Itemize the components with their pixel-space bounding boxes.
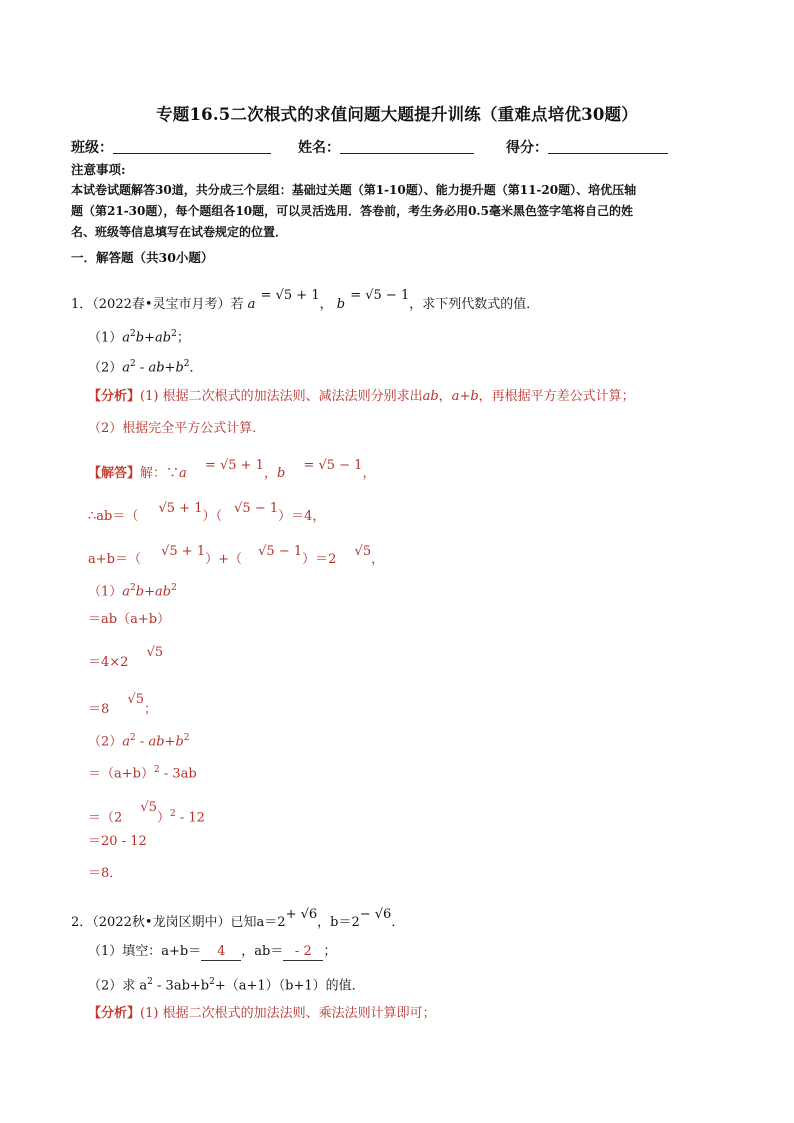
q1-s2-l2-end: - 3ab — [159, 766, 197, 782]
name-label: 姓名： — [298, 140, 340, 156]
q1-analysis-1-mid: ，再根据平方差公式计算； — [478, 389, 635, 404]
class-blank[interactable] — [113, 140, 271, 154]
q2-p1: （1）填空：a+b＝ — [88, 944, 202, 959]
q1-mid1: ）（ — [202, 509, 222, 524]
q1-s2-label: （2） — [88, 734, 123, 750]
q1-analysis: 【分析】(1) 根据二次根式的加法法则、减法法则分别求出ab，a+b，再根据平方差公式计算； — [88, 389, 635, 404]
q2-p2-rest2: +（a+1）（b+1）的值． — [214, 978, 365, 994]
q1-apb-line: a+b＝（ √5 + 1）+（ √5 − 1）＝2 √5， — [88, 544, 385, 567]
q1-s2-l2: ＝（a+b） — [88, 766, 154, 782]
q1-r1: √5 + 1 — [158, 501, 203, 516]
q1-eq-b: = √5 − 1 — [303, 458, 363, 473]
notes-line-2: 题（第21-30题），每个题组各10题，可以灵活选用．答卷前，考生务必用0.5毫米黑色签字笔将自己的姓 — [71, 204, 633, 218]
q1-s2-l3-c: - 12 — [175, 810, 205, 826]
q1-p2-label: （2） — [88, 360, 123, 376]
q1-end1: ）＝4， — [278, 509, 326, 524]
score-label: 得分： — [506, 140, 548, 156]
notes-heading: 注意事项: — [71, 162, 126, 177]
q1-apb-r2: √5 − 1 — [258, 544, 303, 559]
q1-s1-l4-sqrt: √5 — [127, 692, 144, 707]
q1-s1-label: （1） — [88, 584, 123, 600]
q2-analysis-tag: 【分析】 — [88, 1006, 141, 1021]
q1-sep: ， — [319, 297, 333, 312]
q2-answer-2: - 2 — [283, 944, 323, 961]
notes-line-3: 名、班级等信息填写在试卷规定的位置． — [71, 225, 288, 239]
q1-s1-line-4 — [88, 692, 157, 718]
q1-apb-end: ）＝2 — [302, 552, 337, 567]
header-score — [506, 140, 668, 156]
q1-s1-line-3 — [88, 645, 164, 671]
q1-s1-l4: ＝8 — [88, 702, 110, 717]
q1-ab-line — [88, 501, 326, 525]
score-blank[interactable] — [548, 140, 668, 154]
q2-analysis — [88, 1006, 436, 1022]
notes-line-1: 本试卷试题解答30道，共分成三个层组：基础过关题（第1-10题）、能力提升题（第11-20题）、培优压轴 — [71, 183, 637, 197]
q2-a-sup: + √6 — [285, 907, 318, 922]
q2-a-pre: a＝2 — [256, 915, 286, 930]
q1-s2-l3-sqrt: √5 — [140, 800, 157, 816]
header-class — [71, 140, 271, 156]
q1-stem — [71, 288, 540, 313]
q1-s2-head: $(2)a^2 - ab+b^2$ — [88, 733, 190, 750]
q1-s1-l3-sqrt: √5 — [146, 645, 164, 660]
q2-b-pre: ，b＝2 — [317, 915, 360, 930]
q1-apb-sqrt5: √5 — [354, 544, 372, 559]
q1-analysis-2: （2）根据完全平方公式计算． — [88, 421, 266, 436]
q2-p2-rest: - 3ab+b — [152, 978, 210, 994]
q1-s2-line-5: ＝8． — [88, 866, 123, 881]
q1-solution-tag: 【解答】 — [88, 466, 141, 481]
q1-s2-l3-a: ＝（2 — [88, 810, 123, 826]
q1-var-b: b — [336, 297, 346, 312]
q1-apb-mid: ）+（ — [205, 552, 242, 567]
q2-end: ． — [391, 915, 405, 930]
q1-eq-a: = √5 + 1 — [204, 458, 264, 473]
q2-prefix: 2．（2022秋•龙岗区期中）已知 — [71, 915, 257, 930]
q2-part-1 — [88, 944, 336, 961]
q1-var-a: a — [247, 297, 256, 312]
q1-s2-line-4: ＝20 - 12 — [88, 834, 147, 849]
class-label: 班级： — [71, 140, 113, 156]
q1-p1-label: （1） — [88, 330, 123, 346]
q2-analysis-1: (1) 根据二次根式的加法法则、乘法法则计算即可； — [140, 1006, 436, 1021]
q2-p2: （2）求 a — [88, 978, 148, 994]
q1-apb-eq: a+b＝（ — [88, 552, 141, 567]
page-title: 专题16.5二次根式的求值问题大题提升训练（重难点培优30题） — [156, 105, 638, 124]
q1-part-2: $(2)a^2 - ab+b^2$． — [88, 359, 203, 376]
header-name — [298, 140, 474, 156]
q1-solution-pre: 解：∵ — [140, 466, 180, 481]
q1-part-1: $(1)a^2b+ab^2$； — [88, 329, 190, 346]
q1-b-expr: = √5 − 1 — [350, 288, 410, 303]
q1-analysis-tag: 【分析】 — [88, 389, 141, 404]
q1-s1-l3: ＝4×2 — [88, 655, 129, 670]
q1-a-expr: = √5 + 1 — [260, 288, 320, 303]
q1-s1-head: $(1)a^2b+ab^2$ — [88, 583, 177, 600]
q2-p1-mid: ，ab＝ — [241, 944, 284, 959]
q1-suffix: ，求下列代数式的值． — [409, 297, 540, 312]
q1-s1-line-2: ＝ab（a+b） — [88, 612, 171, 627]
q1-solution-line: 【解答】解：∵a = √5 + 1，b = √5 − 1， — [88, 458, 376, 481]
q1-s2-line-2: $=(a+b)^2 - 3ab$ — [88, 765, 197, 782]
q2-answer-1: 4 — [201, 944, 241, 961]
q1-apb-r1: √5 + 1 — [161, 544, 206, 559]
q1-s2-l3-b: ） — [156, 810, 170, 826]
name-blank[interactable] — [340, 140, 474, 154]
q2-p1-end: ； — [323, 944, 337, 959]
q1-s2-line-3: ＝（2 √5）$^2$ - 12 — [88, 800, 205, 826]
therefore-symbol: ∴ — [88, 509, 97, 524]
section-heading: 一．解答题（共30小题） — [71, 250, 214, 265]
q1-ab-eq: ab＝（ — [96, 509, 139, 524]
q2-part-2: （2）求 $a^2 - 3ab+b^2+(a+1)(b+1)$的值． — [88, 977, 365, 994]
q2-b-sup: − √6 — [359, 907, 392, 922]
q1-r2: √5 − 1 — [234, 501, 279, 516]
q1-analysis-1: (1) 根据二次根式的加法法则、减法法则分别求出 — [140, 389, 423, 404]
q2-stem — [71, 907, 405, 931]
q1-prefix: 1．（2022春•灵宝市月考）若 — [71, 297, 244, 312]
q1-s1-l4-end: ； — [143, 702, 157, 717]
